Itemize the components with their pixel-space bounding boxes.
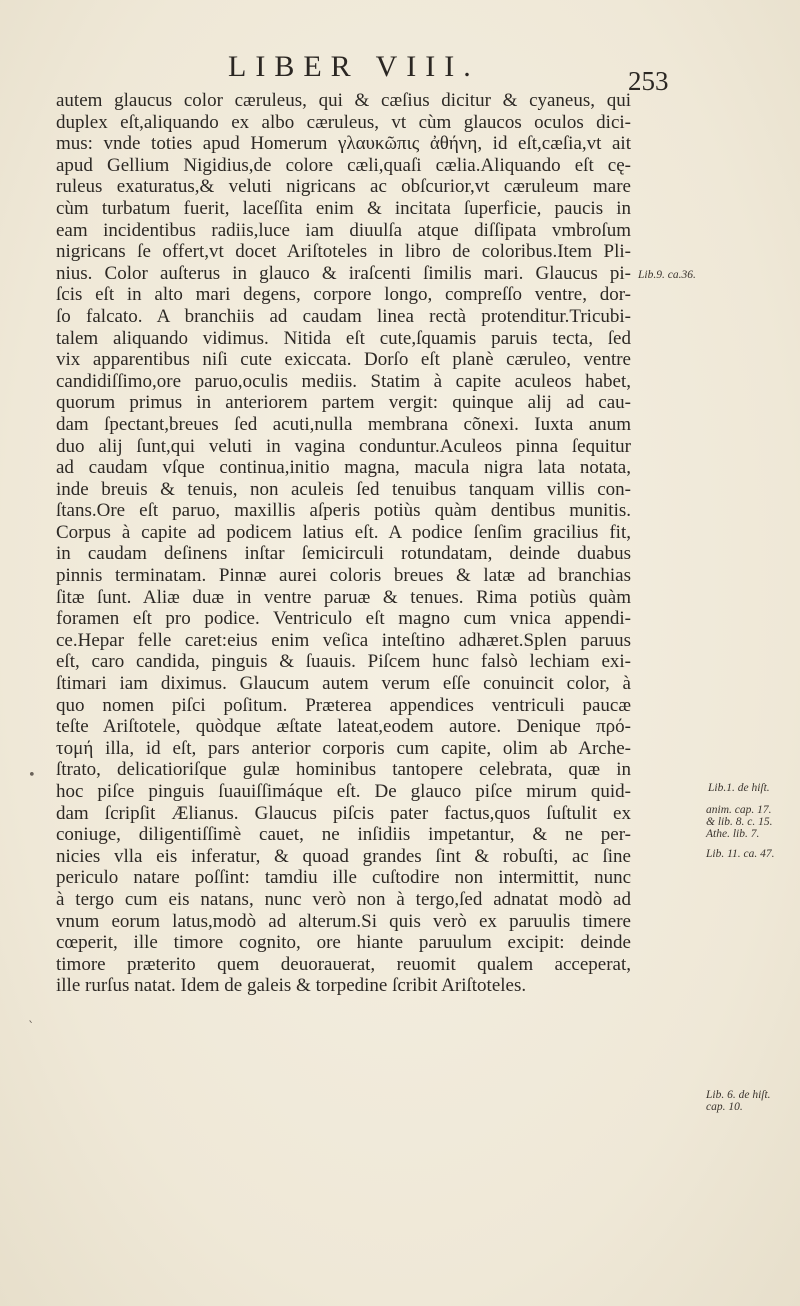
margin-note: cap. 10. xyxy=(706,1101,743,1113)
margin-note: Athe. lib. 7. xyxy=(706,828,760,840)
text-line: mus: vnde toties apud Homerum γλαυκῶπις ἀθήνη, id eſt,cæſia,vt ait xyxy=(56,133,631,155)
margin-note: anim. cap. 17. xyxy=(706,804,772,816)
margin-note: Lib. 11. ca. 47. xyxy=(706,848,775,860)
text-line: duo alij ſunt,qui veluti in vagina conduntur.Aculeos pinna ſequitur xyxy=(56,435,631,457)
text-line: ille rurſus natat. Idem de galeis & torpedine ſcribit Ariſtoteles. xyxy=(56,975,527,997)
text-line: inde breuis & tenuis, non aculeis ſed tenuibus tanquam villis con- xyxy=(56,478,631,500)
text-line: ſitæ ſunt. Aliæ duæ in ventre paruæ & tenues. Rima potiùs quàm xyxy=(56,586,631,608)
text-line: vix apparentibus niſi cute exiccata. Dorſo eſt planè cæruleo, ventre xyxy=(56,349,631,371)
text-line: in caudam deſinens inſtar ſemicirculi rotundatam, deinde duabus xyxy=(56,543,631,565)
text-line: à tergo cum eis natans, nunc verò non à tergo,ſed adnatat modò ad xyxy=(56,888,631,910)
text-line: cœperit, ille timore cognito, ore hiante paruulum excipit: deinde xyxy=(56,932,631,954)
margin-mark: • xyxy=(28,768,36,783)
body-text xyxy=(56,90,631,997)
text-line: nicies vlla eis inferatur, & quoad grandes ſint & robuſti, ac ſine xyxy=(56,845,631,867)
text-line: ce.Hepar felle caret:eius enim veſica inteſtino adhæret.Splen paruus xyxy=(56,629,631,651)
text-line: quo nomen piſci poſitum. Præterea appendices ventriculi paucæ xyxy=(56,694,631,716)
text-line: τομή illa, id eſt, pars anterior corporis cum capite, olim ab Arche- xyxy=(56,737,631,759)
margin-note: Lib.9. ca.36. xyxy=(638,269,696,281)
margin-mark: ˋ xyxy=(28,1020,35,1035)
text-line: ſtrato, delicatioriſque gulæ hominibus tantopere celebrata, quæ in xyxy=(56,759,631,781)
text-line: autem glaucus color cæruleus, qui & cæſius dicitur & cyaneus, qui xyxy=(56,90,631,111)
text-line: Corpus à capite ad podicem latius eſt. A podice ſenſim gracilius fit, xyxy=(56,521,631,543)
text-line: ſo falcato. A branchiis ad caudam linea rectà protenditur.Tricubi- xyxy=(56,305,631,327)
text-line: duplex eſt,aliquando ex albo cæruleus, vt cùm glaucos oculos dici- xyxy=(56,111,631,133)
text-line: nigricans ſe offert,vt docet Ariſtoteles in libro de coloribus.Item Pli- xyxy=(56,241,631,263)
text-line: coniuge, diligentiſſimè cauet, ne inſidiis impetantur, & ne per- xyxy=(56,824,631,846)
text-line: timore præterito quem deuorauerat, reuomit qualem acceperat, xyxy=(56,953,631,975)
text-line: eſt, caro candida, pinguis & ſuauis. Piſcem hunc falsò lechiam exi- xyxy=(56,651,631,673)
text-line: foramen eſt pro podice. Ventriculo eſt magno cum vnica appendi- xyxy=(56,608,631,630)
text-line: hoc piſce pinguis ſuauiſſimáque eſt. De glauco piſce mirum quid- xyxy=(56,781,631,802)
text-line: cùm turbatum fuerit, laceſſita enim & incitata ſuperficie, paucis in xyxy=(56,197,631,219)
text-line: ruleus exaturatus,& veluti nigricans ac obſcurior,vt cæruleum mare xyxy=(56,176,631,198)
text-line: dam ſpectant,breues ſed acuti,nulla membrana cõnexi. Iuxta anum xyxy=(56,413,631,435)
text-line: ſtans.Ore eſt paruo, maxillis aſperis potiùs quàm dentibus munitis. xyxy=(56,500,631,522)
text-line: pinnis terminatam. Pinnæ aurei coloris breues & latæ ad branchias xyxy=(56,565,631,587)
text-line: vnum eorum latus,modò ad alterum.Si quis verò ex paruulis timere xyxy=(56,910,631,932)
margin-note: Lib. 6. de hiſt. xyxy=(706,1089,771,1101)
text-line: teſte Ariſtotele, quòdque æſtate lateat,eodem autore. Denique πρό- xyxy=(56,716,631,738)
text-line: nius. Color auſterus in glauco & iraſcenti ſimilis mari. Glaucus pi- xyxy=(56,262,631,284)
margin-note: & lib. 8. c. 15. xyxy=(706,816,773,828)
text-line: apud Gellium Nigidius,de colore cæli,quaſi cælia.Aliquando eſt cę- xyxy=(56,154,631,176)
text-line: periculo natare poſſint: tamdiu ille cuſtodire non intermittit, nunc xyxy=(56,867,631,889)
text-line: ad caudam vſque continua,initio magna, macula nigra lata notata, xyxy=(56,457,631,479)
text-line: ſcis eſt in alto mari degens, corpore longo, compreſſo ventre, dor- xyxy=(56,284,631,306)
text-line: eam incidentibus radiis,luce iam diuulſa atque diſſipata vmbroſum xyxy=(56,219,631,241)
text-line: candidiſſimo,ore paruo,oculis mediis. Statim à capite aculeos habet, xyxy=(56,370,631,392)
margin-note: Lib.1. de hiſt. xyxy=(708,782,770,794)
text-line: dam ſcripſit Ælianus. Glaucus piſcis pater factus,quos ſuſtulit ex xyxy=(56,802,631,824)
page-header xyxy=(0,44,800,94)
text-line: ſtimari iam diximus. Glaucum autem verum eſſe conuincit color, à xyxy=(56,673,631,695)
page-number: 253 xyxy=(628,66,669,96)
text-line: quorum primus in anteriorem partem vergit: quinque alij ad cau- xyxy=(56,392,631,414)
running-title: LIBER VIII. xyxy=(228,50,480,83)
text-line: talem aliquando vidimus. Nitida eſt cute,ſquamis paruis tecta, ſed xyxy=(56,327,631,349)
